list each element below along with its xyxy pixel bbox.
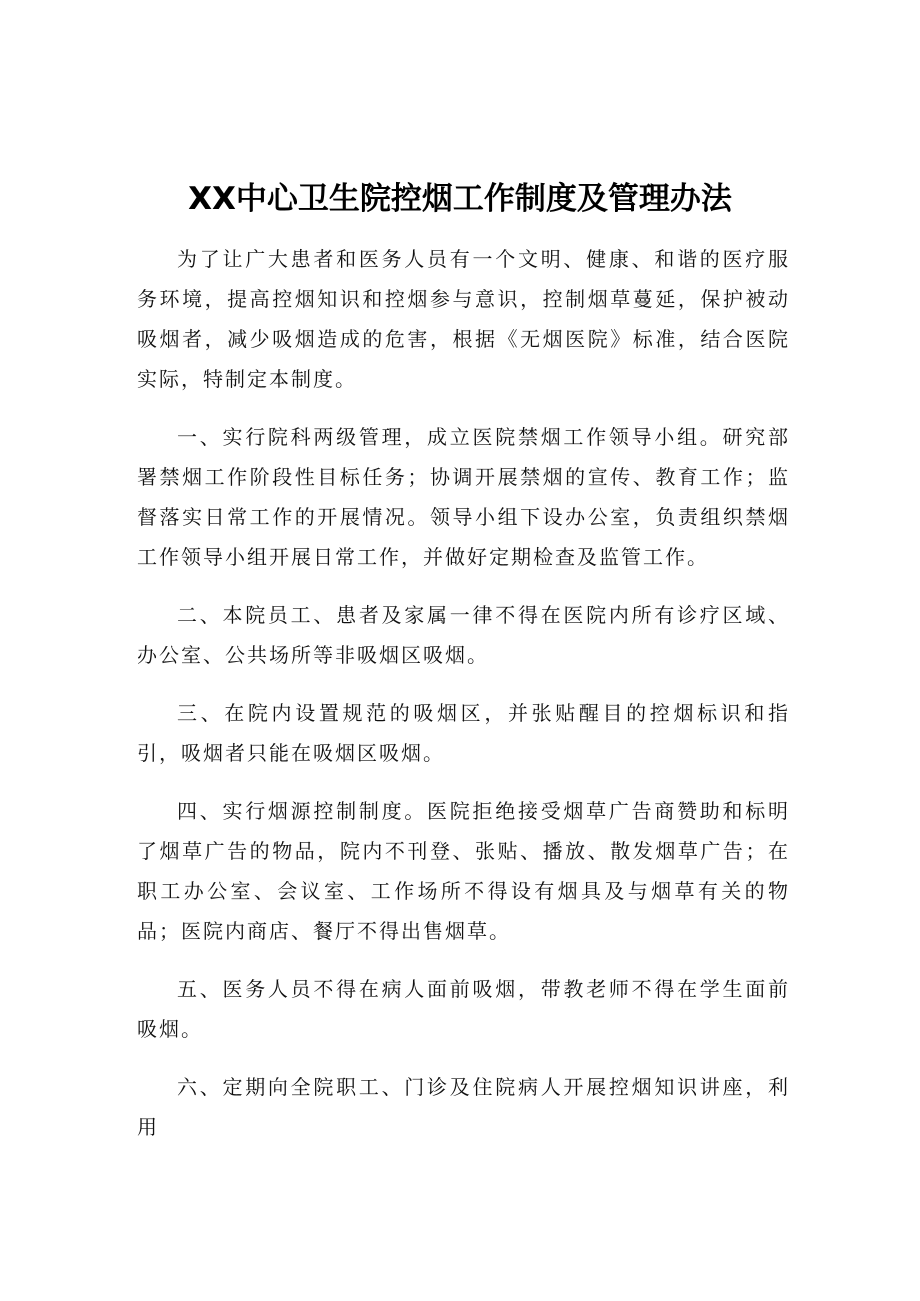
clause-6-paragraph: 六、定期向全院职工、门诊及住院病人开展控烟知识讲座，利用 (137, 1075, 790, 1139)
document-body (137, 239, 790, 1165)
document-title: XX中心卫生院控烟工作制度及管理办法 (188, 181, 732, 217)
clause-3-paragraph: 三、在院内设置规范的吸烟区，并张贴醒目的控烟标识和指引，吸烟者只能在吸烟区吸烟。 (137, 701, 790, 765)
clause-5-paragraph: 五、医务人员不得在病人面前吸烟，带教老师不得在学生面前吸烟。 (137, 977, 790, 1041)
intro-paragraph: 为了让广大患者和医务人员有一个文明、健康、和谐的医疗服务环境，提高控烟知识和控烟参与意识，控制烟草蔓延，保护被动吸烟者，减少吸烟造成的危害，根据《无烟医院》标准，结合医院实际，特制定本制度。 (137, 247, 790, 391)
clause-1-paragraph: 一、实行院科两级管理，成立医院禁烟工作领导小组。研究部署禁烟工作阶段性目标任务；协调开展禁烟的宣传、教育工作；监督落实日常工作的开展情况。领导小组下设办公室，负责组织禁烟工作领导小组开展日常工作，并做好定期检查及监管工作。 (137, 425, 790, 569)
clause-2-paragraph: 二、本院员工、患者及家属一律不得在医院内所有诊疗区域、办公室、公共场所等非吸烟区吸烟。 (137, 603, 790, 667)
clause-4-paragraph: 四、实行烟源控制制度。医院拒绝接受烟草广告商赞助和标明了烟草广告的物品，院内不刊登、张贴、播放、散发烟草广告；在职工办公室、会议室、工作场所不得设有烟具及与烟草有关的物品；医院内商店、餐厅不得出售烟草。 (137, 799, 790, 943)
